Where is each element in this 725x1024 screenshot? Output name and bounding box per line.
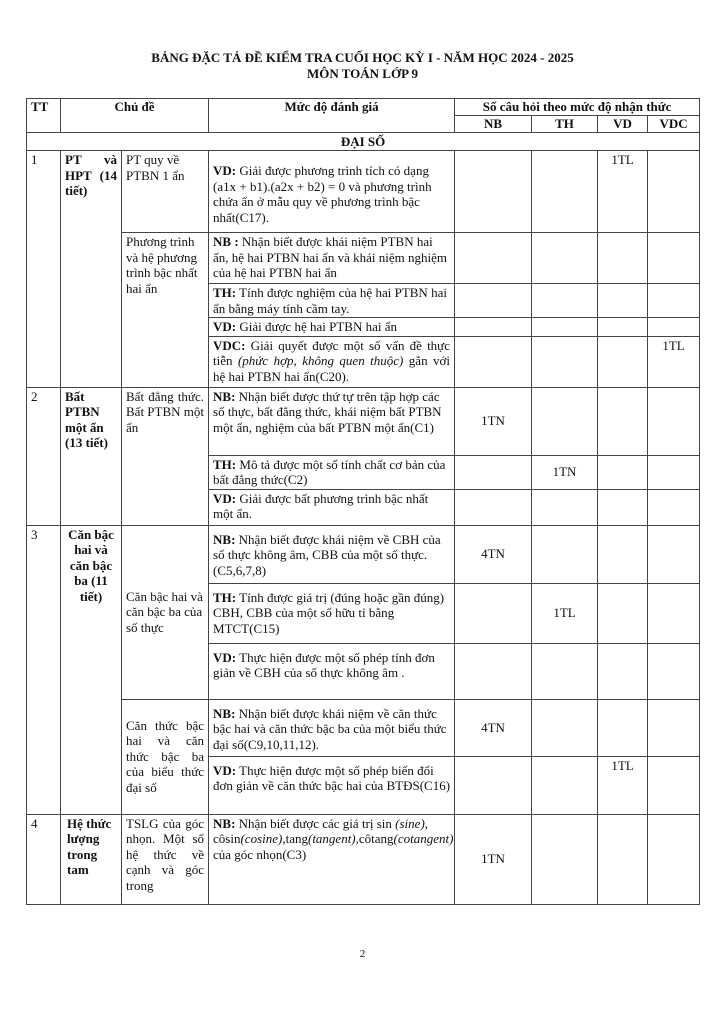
vd-cell xyxy=(598,233,648,284)
level-description: NB: Nhận biết được các giá trị sin (sine), côsin(cosine),tang(tangent),côtang(cotangent) của góc nhọn(C3) xyxy=(209,814,455,904)
level-description: VDC: Giải quyết được một số vấn đề thực tiễn (phức hợp, không quen thuộc) gắn với hệ hai PTBN hai ẩn(C20). xyxy=(209,336,455,387)
vd-cell xyxy=(598,455,648,489)
nb-cell: 1TN xyxy=(455,387,532,455)
nb-cell xyxy=(455,643,532,699)
nb-cell xyxy=(455,336,532,387)
nb-cell xyxy=(455,151,532,233)
vd-cell xyxy=(598,814,648,904)
subtopic-name: Căn bậc hai và căn bậc ba của số thực xyxy=(122,525,209,699)
table-row xyxy=(27,387,700,455)
header-tt: TT xyxy=(27,99,61,133)
row-number: 1 xyxy=(27,151,61,388)
level-description: TH: Tính được nghiệm của hệ hai PTBN hai ẩn bằng máy tính cầm tay. xyxy=(209,284,455,318)
vd-cell xyxy=(598,699,648,756)
level-description: VD: Thực hiện được một số phép biến đổi đơn giản về căn thức bậc hai của BTĐS(C16) xyxy=(209,756,455,814)
th-cell xyxy=(532,387,598,455)
nb-cell: 4TN xyxy=(455,699,532,756)
level-label: TH: xyxy=(213,456,237,472)
level-label: VD: xyxy=(213,762,237,778)
th-cell: 1TL xyxy=(532,583,598,643)
vdc-cell xyxy=(648,525,700,583)
vd-cell xyxy=(598,489,648,525)
topic-name: Bất PTBN một ẩn (13 tiết) xyxy=(61,387,122,525)
level-description: NB: Nhận biết được khái niệm về CBH của số thực không âm, CBB của một số thực.(C5,6,7,8) xyxy=(209,525,455,583)
level-label: TH: xyxy=(213,589,237,605)
row-number: 4 xyxy=(27,814,61,904)
header-chu-de: Chủ đề xyxy=(61,99,209,133)
header-vdc: VDC xyxy=(648,116,700,133)
level-label: VD: xyxy=(213,163,237,178)
vdc-cell xyxy=(648,583,700,643)
level-description: VD: Giải được bất phương trình bậc nhất một ẩn. xyxy=(209,489,455,525)
vdc-cell xyxy=(648,756,700,814)
section-row xyxy=(27,132,700,151)
nb-cell xyxy=(455,318,532,337)
th-cell xyxy=(532,814,598,904)
page-number: 2 xyxy=(359,948,366,960)
level-description: TH: Mô tả được một số tính chất cơ bản của bất đẳng thức(C2) xyxy=(209,455,455,489)
vdc-cell: 1TL xyxy=(648,336,700,387)
level-label: NB: xyxy=(213,705,236,721)
vd-cell xyxy=(598,284,648,318)
table-row xyxy=(27,233,700,284)
th-cell xyxy=(532,284,598,318)
vd-cell xyxy=(598,387,648,455)
vd-cell: 1TL xyxy=(598,151,648,233)
level-label: VD: xyxy=(213,649,237,665)
level-description: NB: Nhận biết được thứ tự trên tập hợp các số thực, bất đẳng thức, khái niệm bất PTBN một ẩn, nghiệm của bất PTBN một ẩn(C1) xyxy=(209,387,455,455)
subtopic-name: TSLG của góc nhọn. Một số hệ thức về cạnh và góc trong xyxy=(122,814,209,904)
vdc-cell xyxy=(648,318,700,337)
table-row xyxy=(27,699,700,756)
level-label: NB: xyxy=(213,388,236,404)
topic-name: Căn bậc hai và căn bậc ba (11 tiết) xyxy=(61,525,122,814)
topic-name: PT và HPT (14 tiết) xyxy=(61,151,122,388)
table-row xyxy=(27,525,700,583)
th-cell xyxy=(532,336,598,387)
nb-cell: 1TN xyxy=(455,814,532,904)
nb-cell xyxy=(455,233,532,284)
level-description: TH: Tính được giá trị (đúng hoặc gần đúng) CBH, CBB của một số hữu tỉ bằng MTCT(C15) xyxy=(209,583,455,643)
header-muc-do: Mức độ đánh giá xyxy=(209,99,455,133)
section-title: ĐẠI SỐ xyxy=(27,132,700,151)
vdc-cell xyxy=(648,489,700,525)
vd-cell xyxy=(598,336,648,387)
vd-cell xyxy=(598,525,648,583)
vdc-cell xyxy=(648,284,700,318)
subtopic-name: Căn thức bậc hai và căn thức bậc ba của biểu thức đại số xyxy=(122,699,209,814)
subtopic-name: Phương trình và hệ phương trình bậc nhất hai ẩn xyxy=(122,233,209,388)
level-label: NB: xyxy=(213,531,236,547)
th-cell xyxy=(532,318,598,337)
row-number: 2 xyxy=(27,387,61,525)
vd-cell: 1TL xyxy=(598,756,648,814)
header-row-1 xyxy=(27,99,700,116)
table-row xyxy=(27,814,700,904)
th-cell xyxy=(532,525,598,583)
level-label: VDC: xyxy=(213,337,246,353)
th-cell xyxy=(532,756,598,814)
level-description: NB: Nhận biết được khái niệm về căn thức bậc hai và căn thức bậc ba của một biểu thức đại số(C9,10,11,12). xyxy=(209,699,455,756)
topic-name: Hệ thức lượng trong tam xyxy=(61,814,122,904)
th-cell: 1TN xyxy=(532,455,598,489)
level-label: VD: xyxy=(213,319,237,334)
nb-cell xyxy=(455,489,532,525)
vdc-cell xyxy=(648,455,700,489)
table-row xyxy=(27,151,700,233)
level-label: VD: xyxy=(213,490,237,506)
document-subtitle: MÔN TOÁN LỚP 9 xyxy=(306,66,419,81)
row-number: 3 xyxy=(27,525,61,814)
subtopic-name: Bất đẳng thức. Bất PTBN một ẩn xyxy=(122,387,209,525)
vdc-cell xyxy=(648,699,700,756)
nb-cell xyxy=(455,455,532,489)
th-cell xyxy=(532,489,598,525)
nb-cell xyxy=(455,583,532,643)
level-label: TH: xyxy=(213,285,237,300)
level-description: VD: Giải được phương trình tích có dạng (a1x + b1).(a2x + b2) = 0 và phương trình chứa ẩn ở mẫu quy về phương trình bậc nhất(C17). xyxy=(209,151,455,233)
level-label: NB: xyxy=(213,815,236,831)
spec-table xyxy=(26,98,700,905)
level-label: NB : xyxy=(213,234,239,249)
vd-cell xyxy=(598,318,648,337)
nb-cell xyxy=(455,284,532,318)
level-description: VD: Thực hiện được một số phép tính đơn giản về CBH của số thực không âm . xyxy=(209,643,455,699)
nb-cell xyxy=(455,756,532,814)
header-vd: VD xyxy=(598,116,648,133)
vdc-cell xyxy=(648,233,700,284)
document-title: BẢNG ĐẶC TẢ ĐỀ KIỂM TRA CUỐI HỌC KỲ I - NĂM HỌC 2024 - 2025 xyxy=(151,50,574,65)
vdc-cell xyxy=(648,151,700,233)
vdc-cell xyxy=(648,643,700,699)
subtopic-name: PT quy về PTBN 1 ẩn xyxy=(122,151,209,233)
th-cell xyxy=(532,151,598,233)
th-cell xyxy=(532,233,598,284)
vdc-cell xyxy=(648,387,700,455)
th-cell xyxy=(532,699,598,756)
vdc-cell xyxy=(648,814,700,904)
level-description: VD: Giải được hệ hai PTBN hai ẩn xyxy=(209,318,455,337)
nb-cell: 4TN xyxy=(455,525,532,583)
level-description: NB : Nhận biết được khái niệm PTBN hai ẩn, hệ hai PTBN hai ẩn và khái niệm nghiệm của hệ hai PTBN hai ẩn xyxy=(209,233,455,284)
header-so-cau: Số câu hỏi theo mức độ nhận thức xyxy=(455,99,700,116)
vd-cell xyxy=(598,583,648,643)
header-nb: NB xyxy=(455,116,532,133)
th-cell xyxy=(532,643,598,699)
vd-cell xyxy=(598,643,648,699)
header-th: TH xyxy=(532,116,598,133)
